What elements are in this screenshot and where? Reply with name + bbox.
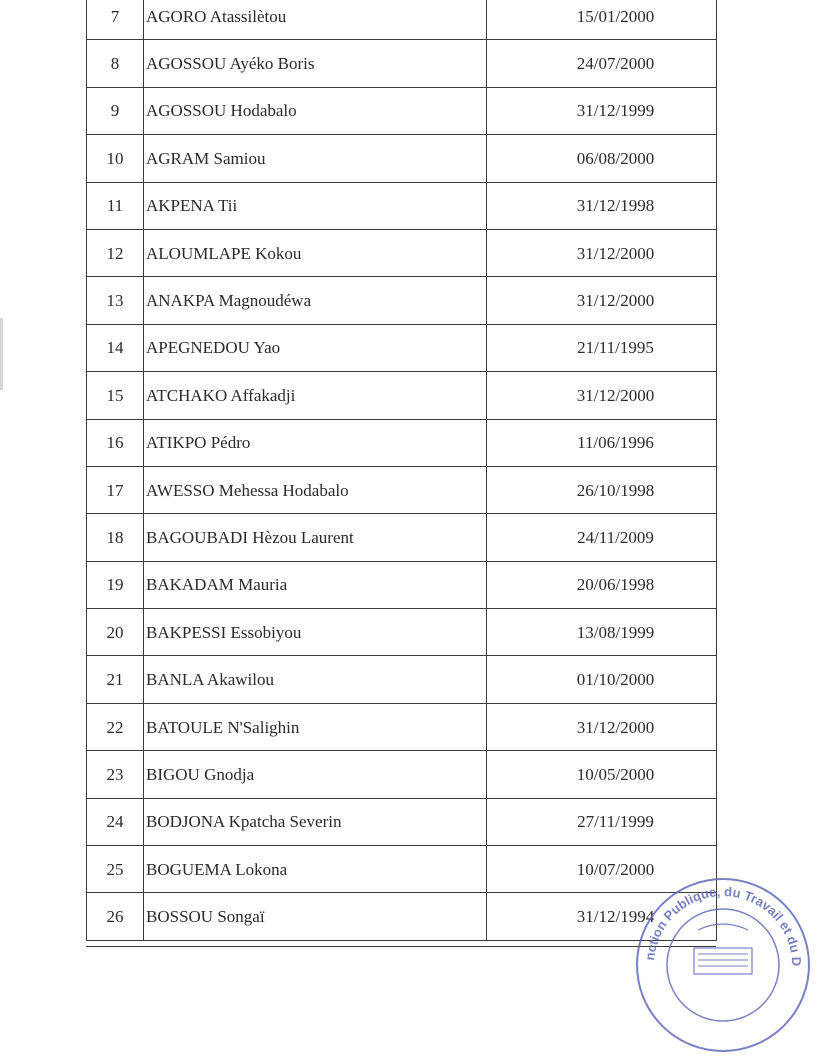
birth-date: 31/12/2000 [487, 372, 717, 419]
table-row [87, 751, 717, 798]
person-name: ATCHAKO Affakadji [144, 372, 487, 419]
birth-date: 31/12/1998 [487, 182, 717, 229]
birth-date: 26/10/1998 [487, 466, 717, 513]
row-number: 8 [87, 40, 144, 87]
table-row [87, 229, 717, 276]
row-number: 10 [87, 135, 144, 182]
table-row [87, 893, 717, 940]
row-number: 26 [87, 893, 144, 940]
table-row [87, 703, 717, 750]
row-number: 17 [87, 466, 144, 513]
birth-date: 31/12/2000 [487, 277, 717, 324]
person-name: APEGNEDOU Yao [144, 324, 487, 371]
birth-date: 10/07/2000 [487, 846, 717, 893]
stamp-inner-ring [667, 909, 779, 1021]
row-number: 14 [87, 324, 144, 371]
stamp-emblem-stripes [698, 954, 748, 966]
table-row [87, 798, 717, 845]
row-number: 25 [87, 846, 144, 893]
birth-date: 21/11/1995 [487, 324, 717, 371]
person-name: AGRAM Samiou [144, 135, 487, 182]
row-number: 23 [87, 751, 144, 798]
person-name: BIGOU Gnodja [144, 751, 487, 798]
table-bottom-rule [86, 946, 716, 947]
table-row [87, 87, 717, 134]
table-row [87, 40, 717, 87]
scan-page-edge [0, 318, 3, 390]
table-row [87, 135, 717, 182]
birth-date: 06/08/2000 [487, 135, 717, 182]
row-number: 24 [87, 798, 144, 845]
table-row [87, 846, 717, 893]
birth-date: 01/10/2000 [487, 656, 717, 703]
table-row [87, 372, 717, 419]
person-name: ALOUMLAPE Kokou [144, 229, 487, 276]
birth-date: 24/11/2009 [487, 514, 717, 561]
table-row [87, 514, 717, 561]
row-number: 16 [87, 419, 144, 466]
registry-table-body [87, 0, 717, 940]
person-name: AGOSSOU Ayéko Boris [144, 40, 487, 87]
table-row [87, 609, 717, 656]
person-name: ATIKPO Pédro [144, 419, 487, 466]
person-name: BATOULE N'Salighin [144, 703, 487, 750]
stamp-text: nction Publique, du Travail et du D [642, 883, 805, 967]
birth-date: 10/05/2000 [487, 751, 717, 798]
table-row [87, 656, 717, 703]
person-name: AWESSO Mehessa Hodabalo [144, 466, 487, 513]
row-number: 20 [87, 609, 144, 656]
birth-date: 20/06/1998 [487, 561, 717, 608]
row-number: 21 [87, 656, 144, 703]
person-name: BAKADAM Mauria [144, 561, 487, 608]
birth-date: 24/07/2000 [487, 40, 717, 87]
person-name: AGORO Atassilètou [144, 0, 487, 40]
person-name: BAKPESSI Essobiyou [144, 609, 487, 656]
table-row [87, 324, 717, 371]
birth-date: 31/12/1999 [487, 87, 717, 134]
row-number: 15 [87, 372, 144, 419]
row-number: 22 [87, 703, 144, 750]
table-row [87, 466, 717, 513]
birth-date: 15/01/2000 [487, 0, 717, 40]
birth-date: 31/12/1994 [487, 893, 717, 940]
stamp-emblem-arc [698, 924, 748, 930]
row-number: 13 [87, 277, 144, 324]
table-row [87, 419, 717, 466]
row-number: 18 [87, 514, 144, 561]
person-name: ANAKPA Magnoudéwa [144, 277, 487, 324]
person-name: BODJONA Kpatcha Severin [144, 798, 487, 845]
person-name: AGOSSOU Hodabalo [144, 87, 487, 134]
table-row [87, 561, 717, 608]
table-row [87, 0, 717, 40]
stamp-emblem-shield [694, 948, 752, 974]
birth-date: 31/12/2000 [487, 229, 717, 276]
row-number: 11 [87, 182, 144, 229]
birth-date: 27/11/1999 [487, 798, 717, 845]
person-name: BAGOUBADI Hèzou Laurent [144, 514, 487, 561]
stamp-outer-ring [637, 879, 809, 1051]
birth-date: 13/08/1999 [487, 609, 717, 656]
person-name: BOGUEMA Lokona [144, 846, 487, 893]
person-name: BANLA Akawilou [144, 656, 487, 703]
birth-date: 31/12/2000 [487, 703, 717, 750]
official-seal-stamp [628, 870, 818, 1060]
row-number: 9 [87, 87, 144, 134]
person-name: BOSSOU Songaï [144, 893, 487, 940]
table-row [87, 182, 717, 229]
row-number: 7 [87, 0, 144, 40]
birth-date: 11/06/1996 [487, 419, 717, 466]
registry-table [86, 0, 717, 941]
row-number: 19 [87, 561, 144, 608]
person-name: AKPENA Tii [144, 182, 487, 229]
table-row [87, 277, 717, 324]
row-number: 12 [87, 229, 144, 276]
